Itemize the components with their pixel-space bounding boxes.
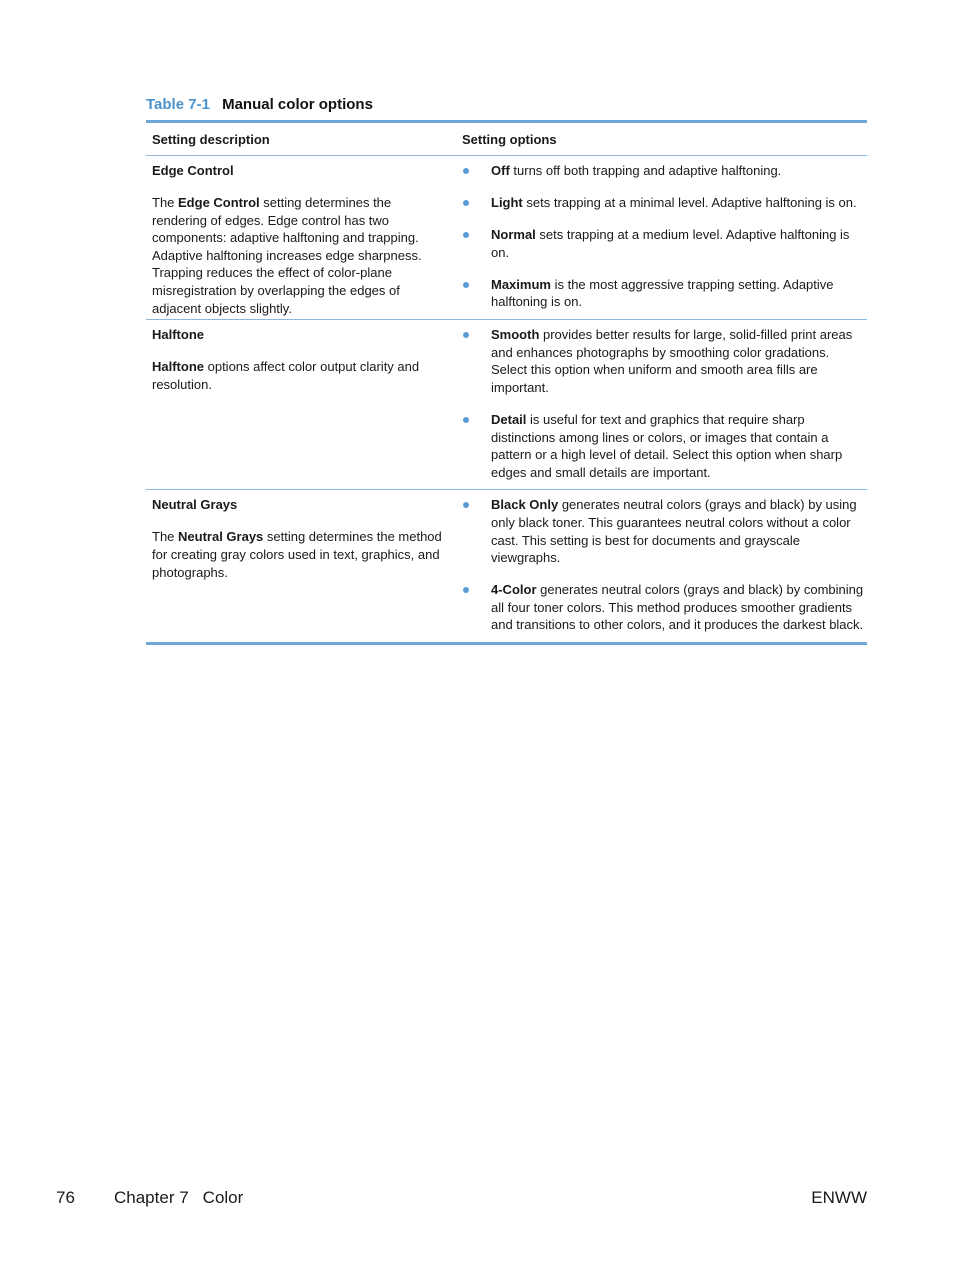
bullet-icon [463,332,469,338]
list-item: 4-Color generates neutral colors (grays and black) by combining all four toner colors. This method produces smoother gradients and transitions to other colors, and it produces the darkest black. [462,581,867,634]
chapter-title: Color [202,1188,244,1207]
setting-name: Halftone [152,327,204,343]
table-header-row [146,123,867,156]
setting-options-cell [456,162,867,319]
list-item: Black Only generates neutral colors (grays and black) by using only black toner. This guarantees neutral colors without a color cast. This setting is best for documents and grayscale viewgraphs. [462,496,867,566]
setting-options-cell [456,326,867,489]
table-row [146,489,867,642]
table-caption-title: Manual color options [222,96,373,113]
list-item: Off turns off both trapping and adaptive halftoning. [462,162,867,180]
setting-description: The Edge Control setting determines the rendering of edges. Edge control has two components: adaptive halftoning and trapping. Adaptive halftoning increases edge sharpness. Trapping reduces the effect of color-plane misregistration by overlapping the edges of adjacent objects slightly. [152,195,422,316]
setting-description: The Neutral Grays setting determines the method for creating gray colors used in text, graphics, and photographs. [152,529,442,580]
bullet-icon [463,587,469,593]
bullet-icon [463,168,469,174]
setting-name: Neutral Grays [152,497,238,513]
bullet-icon [463,200,469,206]
table-caption-label: Table 7-1 [146,96,210,113]
list-item: Smooth provides better results for large, solid-filled print areas and enhances photographs by smoothing color gradations. Select this option when uniform and smooth area fills are important. [462,326,867,396]
options-list [462,326,867,481]
header-setting-options: Setting options [462,131,557,147]
bullet-icon [463,282,469,288]
setting-options-cell [456,496,867,642]
list-item: Normal sets trapping at a medium level. Adaptive halftoning is on. [462,226,867,261]
list-item: Maximum is the most aggressive trapping setting. Adaptive halftoning is on. [462,276,867,311]
setting-name: Edge Control [152,163,234,178]
setting-description: Halftone options affect color output clarity and resolution. [152,359,420,392]
options-list [462,496,867,634]
table-row [146,319,867,489]
chapter-label: Chapter 7 [114,1188,189,1207]
bullet-icon [463,232,469,238]
list-item: Detail is useful for text and graphics that require sharp distinctions among lines or colors, or images that contain a pattern or a high level of detail. Select this option when sharp edges and small details are important. [462,411,867,481]
setting-description-cell [146,162,456,319]
list-item: Light sets trapping at a minimal level. Adaptive halftoning is on. [462,194,867,212]
bullet-icon [463,502,469,508]
table-row [146,156,867,319]
setting-description-cell [146,496,456,642]
options-list [462,162,867,311]
manual-color-options-table [146,120,867,645]
page-number: 76 [56,1188,75,1207]
header-setting-description: Setting description [152,131,270,147]
table-caption [146,96,373,113]
locale-code: ENWW [811,1188,867,1207]
setting-description-cell [146,326,456,489]
chapter-reference [114,1188,257,1208]
bullet-icon [463,417,469,423]
